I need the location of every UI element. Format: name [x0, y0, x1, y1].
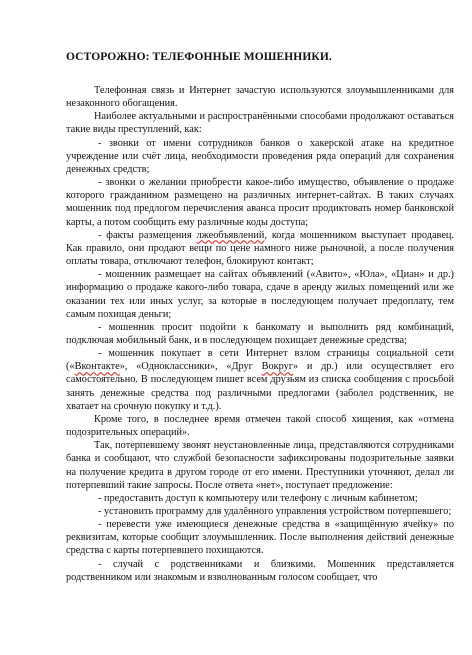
spellcheck-flagged-word: Вконтакте: [74, 361, 120, 373]
list-item-relatives: - случай с родственниками и близкими. Мошенник представляется родственником или знакомым и взволнованным голосом сообщает, что: [66, 558, 454, 583]
list-item-fake-ads: - факты размещения лжеобъявлений, когда мошенником выступает продавец. Как правило, они продают вещи по цене намного ниже рыночной, а после получения оплаты товара, отключают телефон, блокируют контакт;: [66, 229, 454, 268]
list-item-access: - предоставить доступ к компьютеру или телефону с личным кабинетом;: [98, 492, 418, 504]
paragraph-common-schemes: Наиболее актуальными и распространёнными способами продолжают оставаться такие виды преступлений, как:: [66, 111, 454, 136]
list-item-social-hack: - мошенник покупает в сети Интернет взлом страницы социальной сети («Вконтакте», «Одноклассники», «Друг Вокруг» и др.) или осуществляет его самостоятельно. В последующем пишет всем друзьям из списка сообщения с просьбой занять денежные средства под различными предлогами (заболел родственник, не хватает на срочную покупку и т.д.).: [66, 348, 454, 412]
document-title: ОСТОРОЖНО: ТЕЛЕФОННЫЕ МОШЕННИКИ.: [66, 51, 332, 63]
list-item-ad-sites: - мошенник размещает на сайтах объявлений («Авито», «Юла», «Циан» и др.) информацию о продаже какого-либо товара, сдаче в аренду жилых помещений или же оказании тех или иных услуг, за которые в последующем получает предоплату, тем самым похищая деньги;: [66, 269, 454, 320]
paragraph-scenario: Так, потерпевшему звонят неустановленные лица, представляются сотрудниками банка и сообщают, что службой безопасности зафиксированы подозрительные заявки на получение кредита в другом городе от его имени. Преступники уточняют, делал ли потерпевший такие запросы. После ответа «нет», поступает предложение:: [66, 440, 454, 491]
document-page: [66, 50, 454, 650]
spellcheck-flagged-word: лжеобъявлений: [196, 229, 265, 241]
paragraph-cancel-operations: Кроме того, в последнее время отмечен такой способ хищения, как «отмена подозрительных операций».: [66, 413, 454, 439]
list-item-safe-cell: - перевести уже имеющиеся денежные средства в «защищённую ячейку» по реквизитам, которые сообщит злоумышленник. После выполнения действий денежные средства с карты потерпевшего похищаются.: [66, 519, 454, 557]
list-item-remote-app: - установить программу для удалённого управления устройством потерпевшего;: [98, 506, 452, 517]
list-item-purchase-calls: - звонки о желании приобрести какое-либо имущество, объявление о продаже которого гражданином размещено на различных интернет-сайтах. В таких случаях мошенник под предлогом перечисления аванса просит продиктовать номер банковской карты, а потом сообщить ему различные коды доступа;: [66, 177, 454, 228]
list-item-bank-calls: - звонки от имени сотрудников банков о хакерской атаке на кредитное учреждение или счёт лица, необходимости проведения ряда операций для сохранения денежных средств;: [66, 137, 454, 175]
paragraph-intro: Телефонная связь и Интернет зачастую используются злоумышленниками для незаконного обогащения.: [66, 85, 454, 110]
list-item-atm: - мошенник просит подойти к банкомату и выполнить ряд комбинаций, подключая мобильный банк, и в последующем похищает денежные средства;: [66, 321, 454, 346]
spellcheck-flagged-word: Вокруг: [261, 361, 294, 373]
